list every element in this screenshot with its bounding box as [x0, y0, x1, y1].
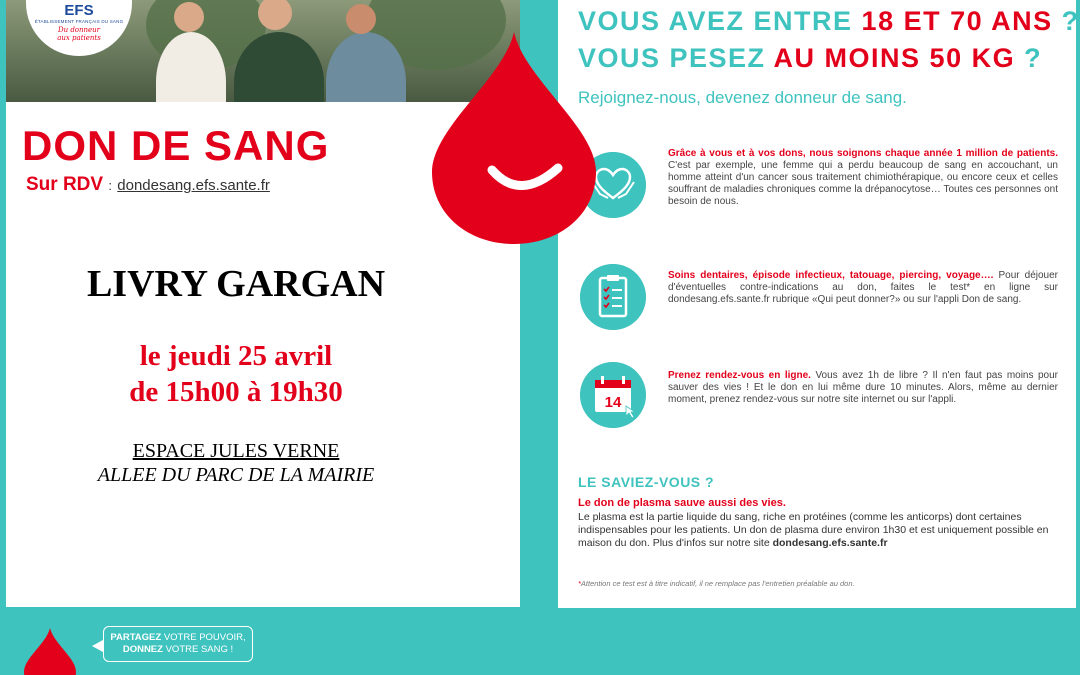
tagline: Rejoignez-nous, devenez donneur de sang.	[578, 88, 907, 107]
bubble-line2-bold: DONNEZ	[122, 644, 163, 655]
bubble-line1-bold: PARTAGEZ	[110, 632, 162, 643]
calendar-icon	[580, 362, 646, 428]
weight-question-end: ?	[1015, 43, 1043, 73]
info-block-appointment	[668, 370, 1058, 406]
blood-drop-smile-icon	[432, 32, 596, 244]
bubble-line1-rest: VOTRE POUVOIR,	[161, 632, 246, 643]
plasma-title: Le don de plasma sauve aussi des vies.	[578, 497, 786, 509]
footnote-text: Attention ce test est à titre indicatif, il ne remplace pas l'entretien préalable au don.	[580, 579, 855, 588]
event-venue: ESPACE JULES VERNE	[132, 440, 340, 462]
age-question-start: VOUS AVEZ ENTRE	[578, 6, 862, 36]
right-poster	[540, 0, 1080, 675]
age-question-end: ?	[1052, 6, 1080, 36]
rdv-label: Sur RDV	[26, 174, 104, 195]
plasma-body: Le plasma est la partie liquide du sang, riche en protéines (comme les anticorps) dont certaines indispensables pour les patients. Un don de plasma dure environ 1h30 et est uniquement possible en maison du don. Plus d'infos sur notre site	[578, 511, 1049, 549]
small-blood-drop-icon	[24, 628, 76, 675]
speech-bubble-tail	[92, 640, 103, 652]
footnote-star: *	[578, 579, 581, 588]
efs-logo-name: EFS	[64, 2, 94, 19]
age-range: 18 ET 70 ANS	[861, 6, 1053, 36]
weight-question-start: VOUS PESEZ	[578, 43, 774, 73]
poster-title: DON DE SANG	[22, 122, 330, 169]
info-card	[558, 0, 1080, 608]
plasma-text	[578, 511, 1058, 550]
info-lead-patients: Grâce à vous et à vos dons, nous soignons chaque année 1 million de patients.	[668, 148, 1058, 159]
event-date: le jeudi 25 avril	[139, 340, 333, 372]
rdv-separator: :	[108, 178, 112, 193]
event-city: LIVRY GARGAN	[86, 263, 386, 305]
info-lead-appointment: Prenez rendez-vous en ligne.	[668, 370, 811, 381]
event-time: de 15h00 à 19h30	[129, 376, 343, 408]
saviez-vous-title: LE SAVIEZ-VOUS ?	[578, 474, 715, 490]
info-text-patients: C'est par exemple, une femme qui a perdu beaucoup de sang en accouchant, un homme atteint d'un cancer sous traitement chimiothérapique, ou encore ceux et celles souffrant de maladies chroniques comme la drépanocytose… Toutes ces personnes ont besoin de nous.	[668, 160, 1058, 207]
info-block-contraindications	[668, 270, 1058, 306]
info-text-contraindications: Pour déjouer d'éventuelles contre-indications au don, faites le test* en ligne sur dondesang.efs.sante.fr rubrique «Qui peut donner?» ou sur l'appli Don de sang.	[668, 270, 1058, 305]
rdv-line	[26, 174, 270, 196]
rdv-link[interactable]: dondesang.efs.sante.fr	[117, 177, 270, 194]
info-block-patients	[668, 148, 1058, 208]
calendar-day: 14	[604, 394, 622, 411]
speech-bubble	[103, 626, 253, 662]
bubble-line2-rest: VOTRE SANG !	[162, 644, 234, 655]
info-lead-contraindications: Soins dentaires, épisode infectieux, tatouage, piercing, voyage….	[668, 270, 994, 281]
age-question	[578, 6, 1080, 37]
weight-question	[578, 43, 1042, 74]
footnote	[578, 579, 855, 588]
info-text-appointment: Vous avez 1h de libre ? Il n'en faut pas moins pour sauver des vies ! Et le don en lui même dure 10 minutes. Alors, même au dernier moment, prenez rendez-vous sur notre site internet ou sur l'appli.	[668, 370, 1058, 405]
efs-slogan-line1: Du donneur	[57, 26, 101, 34]
event-street: ALLEE DU PARC DE LA MAIRIE	[97, 464, 375, 486]
efs-logo-subtitle: ÉTABLISSEMENT FRANÇAIS DU SANG	[34, 19, 124, 24]
efs-logo-slogan	[26, 26, 132, 42]
weight-min: AU MOINS 50 KG	[773, 43, 1016, 73]
plasma-link[interactable]: dondesang.efs.sante.fr	[772, 537, 888, 549]
checklist-icon	[580, 264, 646, 330]
efs-slogan-line2: aux patients	[57, 34, 101, 42]
